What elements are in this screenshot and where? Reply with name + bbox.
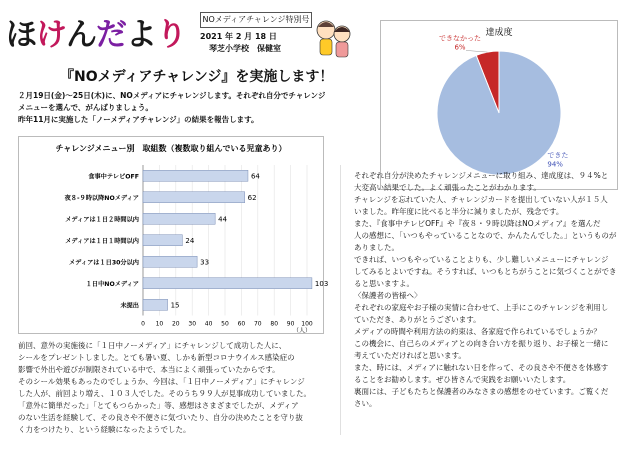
article-line: シールをプレゼントしました。とても暑い夏、しかも新型コロナウイルス感染症の — [18, 353, 295, 362]
article-line: この機会に、自己らのメディアとの向き合い方を振り返り、お子様と一緒に — [354, 339, 609, 348]
pie-label-leader — [466, 50, 487, 52]
article-line: それぞれの家庭やお子様の実情に合わせて、上手にこのチャレンジを利用し — [354, 303, 609, 312]
article-line: してみるとよいですね。そうすれば、いつもとちがうことに気づくことができ — [354, 267, 617, 276]
article-line: く力をつけたり、という経験になったようでした。 — [18, 425, 191, 434]
article-line: さい。 — [354, 399, 377, 408]
article-line: 考えていただければと思います。 — [354, 351, 466, 360]
bar — [143, 299, 168, 310]
article-line: 裏面には、子どもたちと保護者のみなさまの感想をのせています。ご覧くだ — [354, 387, 609, 396]
bar-value-label: 62 — [247, 193, 257, 202]
title-char: だ — [96, 17, 126, 53]
special-edition-badge: NOメディアチャレンジ特別号 — [200, 12, 312, 28]
article-line: 前回、意外の実施後に「１日中ノーメディア」にチャレンジして成功した人に、 — [18, 341, 287, 350]
category-label: メディアは１日２時間以内 — [65, 216, 139, 224]
intro-line: 昨年11月に実施した「ノーメディアチャレンジ」の結果を報告します。 — [18, 115, 259, 124]
title-char: ほ — [6, 17, 36, 53]
article-line: また、時には、メディアに触れない日を作って、その良さや不便さを体感す — [354, 363, 609, 372]
article-line: チャレンジを忘れていた人、チャレンジカードを提出していない人が１５人 — [354, 195, 608, 204]
article-line: 「意外に簡単だった」「とてもつらかった」等、感想はさまざまでしたが、メディア — [18, 401, 299, 410]
x-tick-label: 40 — [204, 320, 213, 328]
bar-value-label: 15 — [170, 301, 180, 310]
bar — [143, 278, 312, 289]
x-tick-label: 70 — [253, 320, 262, 328]
category-label: メディアは１日30分以内 — [69, 259, 139, 267]
pie-chart-svg — [381, 21, 617, 189]
x-tick-label: 10 — [155, 320, 164, 328]
x-tick-label: 90 — [286, 320, 295, 328]
bar-chart-title: チャレンジメニュー別 取組数（複数取り組んでいる児童あり） — [55, 144, 287, 153]
issue-date: 2021 年 2 月 18 日 — [200, 32, 277, 41]
article-line: 影響で外出や遊びが制限されている中で、本当によく頑張っていたからです。 — [18, 365, 280, 374]
x-axis-unit: （人） — [292, 327, 311, 335]
article-line: それぞれ自分が決めたチャレンジメニューに取り組み、達成度は、９４%と — [354, 171, 609, 180]
article-line: のない生活を経験して、その良さや不便さに気づいたり、自分の決めたことを守り抜 — [18, 413, 303, 422]
x-tick-label: 30 — [188, 320, 197, 328]
intro-line: メニューを選んで、がんばりましょう。 — [18, 103, 153, 112]
x-tick-label: 50 — [221, 320, 229, 328]
achievement-pie-chart — [380, 20, 618, 190]
article-line: した人が、前回より増え、１０３人でした。そのうち９９人が見事成功していました。 — [18, 389, 311, 398]
category-label: 未提出 — [120, 302, 139, 310]
title-char: ん — [66, 17, 96, 53]
article-line: そのシール効果もあったのでしょうか、今回は、「１日中ノーメディア」にチャレンジ — [18, 377, 305, 386]
pie-chart-title: 達成度 — [485, 28, 513, 38]
title-char: り — [156, 17, 186, 53]
bar — [143, 192, 245, 203]
pie-slice — [437, 51, 561, 175]
article-line: ありました。 — [354, 243, 399, 252]
bar-value-label: 64 — [250, 172, 260, 181]
article-line: ることをお勧めします。ぜひ皆さんで実践をお願いいたします。 — [354, 375, 571, 384]
bar — [143, 213, 215, 224]
x-tick-label: 80 — [270, 320, 279, 328]
intro-line: ２月19日(金)～25日(木)に、NOメディアにチャレンジします。それぞれ自分でチャレンジ — [18, 91, 326, 100]
bar-chart-svg — [19, 137, 329, 335]
headline: 『NOメディアチャレンジ』を実施します！ — [60, 69, 334, 85]
category-label: 夜８-９時以降NOメディア — [64, 194, 139, 202]
newsletter-title — [6, 16, 184, 54]
x-tick-label: 60 — [237, 320, 246, 328]
bar — [143, 256, 197, 267]
right-article — [354, 170, 628, 410]
article-line: いました。昨年度に比べると半分に減りましたが、残念です。 — [354, 207, 564, 216]
category-label: １日中NOメディア — [85, 280, 139, 288]
bar-value-label: 24 — [185, 236, 195, 245]
bar — [143, 235, 182, 246]
x-tick-label: 0 — [141, 320, 145, 328]
school-name: 琴芝小学校 保健室 — [209, 44, 281, 53]
left-article — [18, 340, 324, 436]
x-tick-label: 100 — [301, 320, 313, 328]
x-tick-label: 20 — [171, 320, 180, 328]
title-char: よ — [126, 17, 156, 53]
children-illustration — [312, 12, 354, 64]
guardian-heading: 〈保護者の皆様へ〉 — [354, 291, 422, 300]
bar-value-label: 33 — [200, 258, 210, 267]
pie-label-not-achieved: できなかった 6% — [439, 34, 482, 52]
article-line: 人の感想に、「いつもやっていることなので、かんたんでした。」というものが — [354, 231, 617, 240]
bar-value-label: 44 — [218, 215, 228, 224]
challenge-bar-chart — [18, 136, 329, 335]
title-char: け — [36, 17, 66, 53]
bar-value-label: 103 — [314, 279, 329, 288]
category-label: メディアは１日１時間以内 — [65, 237, 139, 245]
article-line: メディアの時間や利用方法の約束は、各家庭で作られているでしょうか？ — [354, 327, 601, 336]
column-divider — [340, 165, 341, 435]
article-line: 大変高い結果でした。よく頑張ったことがわかります。 — [354, 183, 541, 192]
article-line: ていただき、ありがとうございます。 — [354, 315, 481, 324]
pie-label-achieved: できた 94% — [547, 151, 569, 169]
category-label: 食事中テレビOFF — [88, 173, 139, 181]
bar — [143, 170, 248, 181]
article-line: ると思いますよ。 — [354, 279, 414, 288]
article-line: できれば、いつもやっていることよりも、少し難しいメニューにチャレンジ — [354, 255, 609, 264]
article-line: また、『食事中テレビOFF』や『夜８・９時以降はNOメディア』を選んだ — [354, 219, 601, 228]
